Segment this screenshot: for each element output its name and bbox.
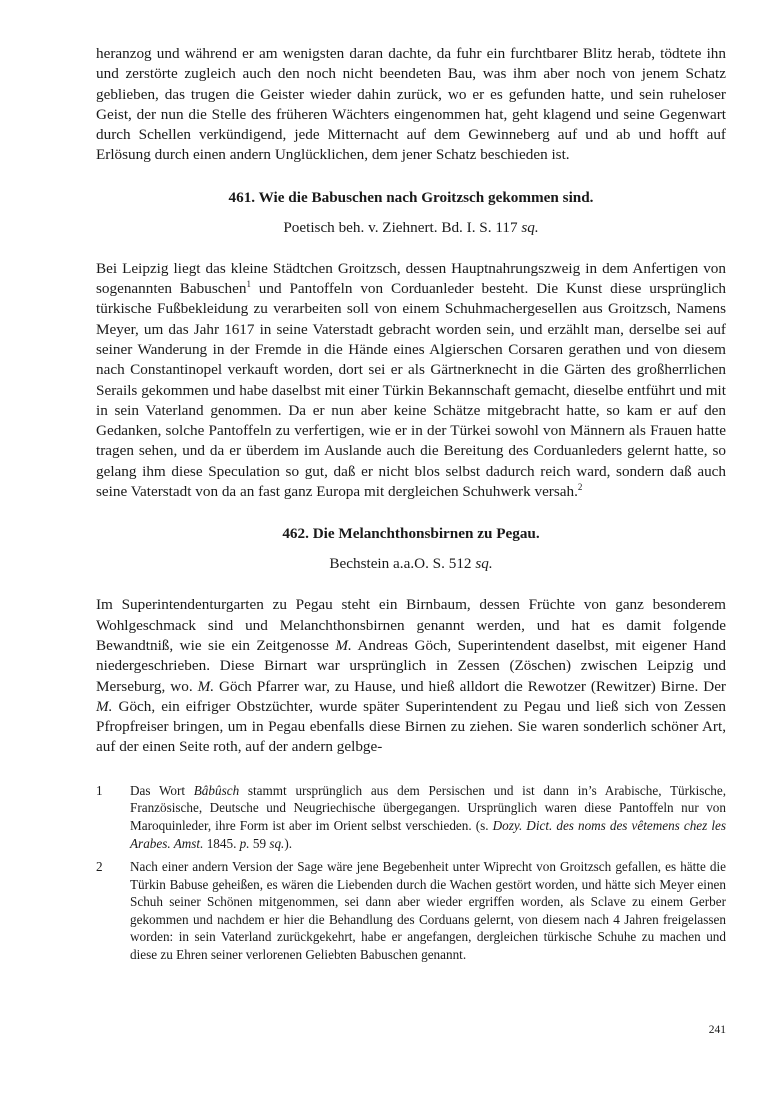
footnote-ref-2[interactable]: 2 (577, 482, 583, 493)
source-461-sq: sq. (521, 218, 539, 236)
body-462-m3: M. (96, 697, 113, 715)
body-461-part1: Bei Leipzig liegt das kleine Städtchen Groitzsch, dessen Hauptnahrungszweig in dem Anfertigen von sogenannten Babuschen (96, 259, 726, 298)
fn1-end: ). (284, 835, 293, 851)
fn1-pre: Das Wort (130, 782, 194, 798)
footnote-text (130, 782, 726, 852)
page (96, 44, 726, 1036)
body-461-part2: und Pantoffeln von Corduanleder besteht. Die Kunst diese ursprünglich türkische Fußbekleidung zu verarbeiten soll von einem Schuhmachergesellen aus Groitzsch, Namens Meyer, um das Jahr 1617 in seine Vaterstadt gebracht worden sein, und erzählt man, derselbe sei auf seiner Wanderung in der Fremde in die Hände eines Algierschen Corsaren gerathen und von diesem nach Constantinopel verkauft worden, dort sei er als Gärtnerknecht in die Gärten des großherrlichen Serails gekommen und habe daselbst mit einer Türkin Bekannschaft gemacht, dieselbe entführt und mit in sein Vaterland genommen. Da er nun aber keine Schätze mitgebracht hatte, so kam er auf den Gedanken, solche Pantoffeln zu verfertigen, wie er in der Türkei sowohl von Männern als Frauen hatte tragen sehen, und da er überdem im Auslande auch die Bereitung des Corduanleders gelernt hatte, so gelang ihm diese Speculation so gut, daß er nicht blos selbst dadurch reich ward, sondern daß auch seine Vaterstadt von da an fast ganz Europa mit dergleichen Schuhwerk versah. (96, 280, 726, 501)
page-number: 241 (708, 1024, 726, 1036)
footnote-2 (96, 858, 726, 964)
fn1-sq: sq. (269, 835, 285, 851)
footnote-ref-1[interactable]: 1 (246, 279, 251, 290)
source-461-text: Poetisch beh. v. Ziehnert. Bd. I. S. 117 (283, 218, 522, 236)
fn1-italic-ref: Dozy. Dict. des noms des vêtemens chez les Arabes. Amst. (130, 817, 726, 851)
section-461-source (96, 218, 726, 238)
fn1-italic-word: Bâbûsch (193, 782, 240, 798)
body-462-part1: Im Superintendenturgarten zu Pegau steht ein Birnbaum, dessen Früchte von ganz besonderem Wohlgeschmack sind und Melanchthonsbirnen genannt werden, und hat es damit folgende Bewandtniß, wie sie ein Zeitgenosse (96, 596, 726, 654)
intro-paragraph (96, 44, 726, 166)
body-462-m1: M. (335, 636, 352, 654)
fn1-page: 59 (249, 835, 270, 851)
body-462-part2: Andreas Göch, Superintendent daselbst, mit eigener Hand niedergeschrieben. Diese Birnart war ursprünglich in Zessen (Zöschen) zwischen Leipzig und Merseburg, wo. (96, 636, 726, 695)
fn1-mid: stammt ursprünglich aus dem Persischen und ist dann in’s Arabische, Türkische, Französische, Deutsche und Neugriechische übergegangen. Ursprünglich waren diese Pantoffeln nur von Maroquinleder, ihre Form ist aber im Orient selbst verschieden. (s. (130, 782, 726, 833)
body-462-part4: Göch, ein eifriger Obstzüchter, wurde später Superintendent zu Pegau und ließ sich von Zessen Pfropfreiser bringen, um in Pegau ebenfalls diese Birnen zu ziehen. Sie waren sonderlich schöner Art, auf der einen Seite roth, auf der andern gelbge- (96, 697, 726, 756)
footnote-1 (96, 782, 726, 852)
footnote-number: 1 (96, 782, 103, 798)
intro-text: heranzog und während er am wenigsten daran dachte, da fuhr ein furchtbarer Blitz herab, tödtete ihn und zerstörte zugleich auch den noch nicht beendeten Bau, was ihm aber noch von jenem Schatz geblieben, das trugen die Geister wieder dahin zurück, wo er es gefunden hatte, und sein ruheloser Geist, der nun die Stelle des früheren Wächters eingenommen hat, geht klagend und seine Gegenwart durch Schellen verkündigend, jede Mitternacht auf dem Gewinneberg auf und ab und hofft auf Erlösung durch einen andern Unglücklichen, dem jener Schatz beschieden ist. (96, 45, 726, 164)
footnote-text: Nach einer andern Version der Sage wäre jene Begebenheit unter Wiprecht von Groitzsch gefallen, es hätte die Türkin Babuse geheißen, es wären die Liebenden durch die Wachen gestört worden, und hätte sich Meyer einen Schuh seiner Schönen mitgenommen, sei dann aber wieder ergriffen worden, als Sclave zu einem Gerber gekommen und nachdem er hier die Behandlung des Corduans gelernt, von diesem nach 4 Jahren freigelassen worden: in sein Vaterland zurückgekehrt, habe er angefangen, dergleichen türkische Schuhe zu machen und diese zu Ehren seiner verlorenen Geliebten Babuschen genannt. (130, 859, 726, 963)
fn1-p-label: p. (239, 835, 250, 851)
body-462-m2: M. (197, 677, 215, 695)
section-462-source (96, 554, 726, 574)
fn1-year: 1845. (203, 835, 240, 851)
body-462-part3: Göch Pfarrer war, zu Hause, und hieß alldort die Rewotzer (Rewitzer) Birne. Der (214, 677, 726, 695)
section-462-body (96, 595, 726, 757)
footnote-number: 2 (96, 859, 103, 875)
section-461-body (96, 259, 726, 503)
source-462-sq: sq. (475, 555, 493, 573)
footnotes (96, 782, 726, 964)
section-461-heading: 461. Wie die Babuschen nach Groitzsch gekommen sind. (228, 188, 594, 206)
source-462-text: Bechstein a.a.O. S. 512 (329, 555, 476, 573)
section-462-heading: 462. Die Melanchthonsbirnen zu Pegau. (282, 525, 540, 543)
